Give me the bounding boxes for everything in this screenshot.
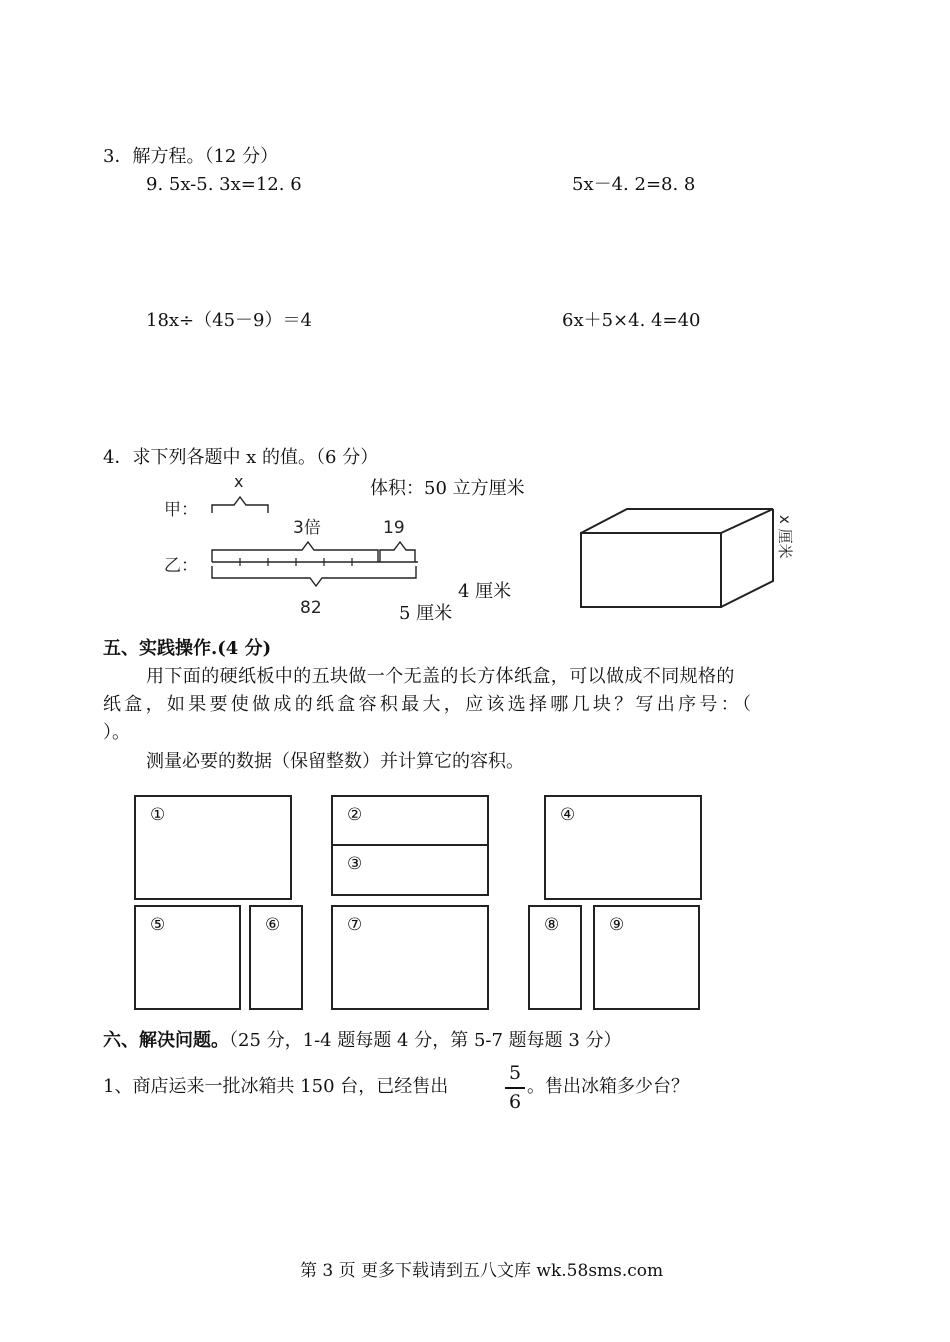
total-brace <box>212 566 416 586</box>
fraction-five-sixths <box>505 1064 525 1112</box>
triple-brace <box>212 542 378 562</box>
equation-3: 18x÷（45－9）＝4 <box>146 310 312 331</box>
fraction-numerator: 5 <box>508 1062 522 1084</box>
piece-3 <box>331 844 489 896</box>
piece-5 <box>134 905 241 1010</box>
volume-label: 体积：50 立方厘米 <box>370 478 525 499</box>
equation-2: 5x－4. 2=8. 8 <box>572 174 696 195</box>
piece-8-label: ⑧ <box>544 915 560 935</box>
piece-3-label: ③ <box>347 854 363 874</box>
section3-title: 3．解方程。（12 分） <box>103 146 279 167</box>
fraction-bar <box>505 1087 525 1089</box>
equation-1: 9. 5x-5. 3x=12. 6 <box>146 174 302 195</box>
section6-heading-line <box>103 1032 622 1050</box>
dim-5cm: 5 厘米 <box>399 603 453 624</box>
jia-segment <box>212 497 268 513</box>
piece-4 <box>544 795 702 900</box>
piece-5-label: ⑤ <box>150 915 166 935</box>
question-1-prefix: 1、商店运来一批冰箱共 150 台，已经售出 <box>103 1076 449 1097</box>
piece-1-label: ① <box>150 805 166 825</box>
cuboid-front <box>581 533 721 607</box>
eighty-two-label: 82 <box>300 598 322 618</box>
piece-9-label: ⑨ <box>609 915 625 935</box>
nineteen-brace <box>380 542 415 562</box>
yi-label: 乙： <box>164 556 198 576</box>
piece-1 <box>134 795 292 900</box>
equation-4: 6x＋5×4. 4=40 <box>562 310 701 331</box>
piece-2-label: ② <box>347 805 363 825</box>
page-footer: 第 3 页 更多下载请到五八文库 wk.58sms.com <box>300 1261 664 1281</box>
cuboid-side <box>721 509 773 607</box>
section6-heading: 六、解决问题。 <box>103 1030 229 1051</box>
cuboid-top <box>581 509 773 533</box>
section5-para1-line3: ）。 <box>103 722 130 743</box>
cuboid-diagram <box>575 505 805 615</box>
piece-7-label: ⑦ <box>347 915 363 935</box>
times-label: 3倍 <box>293 518 321 538</box>
section4-title: 4．求下列各题中 x 的值。（6 分） <box>103 447 379 468</box>
question-1-suffix: 。售出冰箱多少台？ <box>527 1076 689 1097</box>
piece-2 <box>331 795 489 846</box>
section5-para1-line1: 用下面的硬纸板中的五块做一个无盖的长方体纸盒，可以做成不同规格的 <box>146 666 735 687</box>
nineteen-label: 19 <box>383 518 405 538</box>
piece-9 <box>593 905 700 1010</box>
dim-x-label: x 厘米 <box>776 515 794 559</box>
section5-para1-line2: 纸盒，如果要使做成的纸盒容积最大，应该选择哪几块？写出序号：（ <box>103 694 755 715</box>
x-label: x <box>234 472 244 491</box>
piece-7 <box>331 905 489 1010</box>
section6-heading-note: （25 分，1-4 题每题 4 分，第 5-7 题每题 3 分） <box>229 1030 622 1051</box>
segment-diagram <box>150 470 440 620</box>
piece-6-label: ⑥ <box>265 915 281 935</box>
piece-8 <box>528 905 582 1010</box>
section5-heading: 五、实践操作.(4 分) <box>103 638 272 659</box>
piece-4-label: ④ <box>560 805 576 825</box>
piece-6 <box>249 905 303 1010</box>
fraction-denominator: 6 <box>508 1090 522 1113</box>
section5-para2: 测量必要的数据（保留整数）并计算它的容积。 <box>146 751 524 772</box>
dim-4cm: 4 厘米 <box>458 581 512 602</box>
jia-label: 甲： <box>164 500 198 520</box>
